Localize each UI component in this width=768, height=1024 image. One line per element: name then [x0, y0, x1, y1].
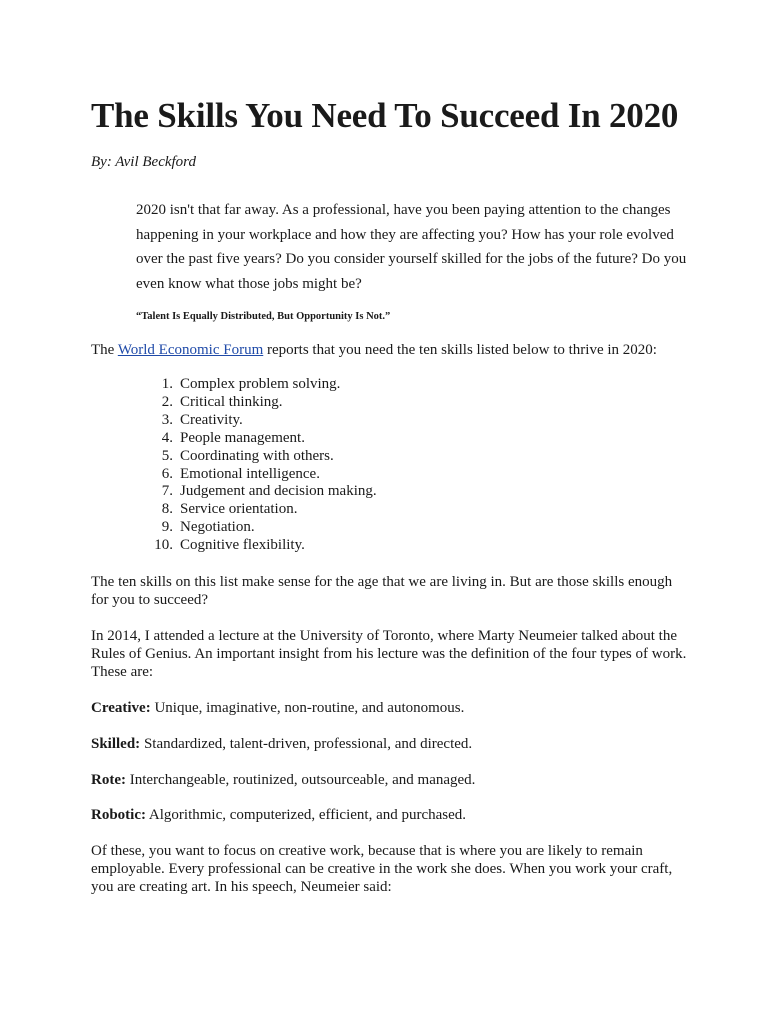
list-item [91, 376, 377, 394]
article-title: The Skills You Need To Succeed In 2020 [91, 96, 679, 135]
list-item-text: Service orientation. [180, 501, 298, 518]
list-item-text: Judgement and decision making. [180, 483, 377, 500]
list-item-number: 4. [161, 429, 173, 446]
list-item-text: Critical thinking. [180, 393, 283, 410]
list-item-text: Emotional intelligence. [180, 465, 320, 482]
work-type-skilled [91, 735, 691, 753]
work-type-creative [91, 699, 691, 717]
list-item-number: 6. [161, 465, 173, 482]
list-item [91, 537, 377, 555]
wef-prefix: The [91, 342, 118, 358]
list-item-text: Coordinating with others. [180, 447, 334, 464]
intro-paragraph: 2020 isn't that far away. As a professional, have you been paying attention to the changes happening in your workplace and how they are affecting you? How has your role evolved over the past five years? Do you consider yourself skilled for the jobs of the future? Do you even know what those jobs might be? [136, 202, 687, 292]
closing-paragraph: Of these, you want to focus on creative work, because that is where you are likely to remain employable. Every professional can be creative in the work she does. When you work your craft, you are creating art. In his speech, Neumeier said: [91, 843, 673, 895]
pull-quote: “Talent Is Equally Distributed, But Opportunity Is Not.” [136, 311, 391, 322]
list-item [91, 430, 377, 448]
list-item-text: Complex problem solving. [180, 376, 341, 392]
list-item-number: 2. [161, 393, 173, 410]
list-item [91, 466, 377, 484]
work-type-term: Skilled: [91, 736, 141, 752]
list-item-text: Creativity. [180, 411, 243, 428]
list-item [91, 483, 377, 501]
list-item-number: 8. [161, 501, 173, 518]
skills-list [91, 376, 377, 555]
list-item-number: 5. [161, 447, 173, 464]
list-item-text: Cognitive flexibility. [180, 537, 305, 554]
work-type-rote [91, 771, 691, 789]
work-type-description: Interchangeable, routinized, outsourceable, and managed. [125, 772, 476, 788]
list-item [91, 394, 377, 412]
wef-paragraph [91, 341, 691, 359]
lecture-paragraph: In 2014, I attended a lecture at the University of Toronto, where Marty Neumeier talked about the Rules of Genius. An important insight from his lecture was the definition of the four types of work. These are: [91, 628, 687, 680]
byline: By: Avil Beckford [91, 154, 196, 170]
wef-suffix: reports that you need the ten skills listed below to thrive in 2020: [263, 342, 657, 358]
list-item [91, 519, 377, 537]
work-type-robotic [91, 806, 691, 824]
list-item-number: 10. [154, 537, 173, 554]
list-item-text: Negotiation. [180, 519, 255, 536]
list-item [91, 448, 377, 466]
list-item [91, 412, 377, 430]
list-item-number: 9. [161, 519, 173, 536]
work-type-description: Unique, imaginative, non-routine, and autonomous. [150, 700, 465, 716]
work-type-description: Standardized, talent-driven, professional, and directed. [140, 736, 473, 752]
world-economic-forum-link[interactable]: World Economic Forum [117, 342, 264, 358]
work-type-term: Creative: [91, 700, 151, 716]
list-item-number: 7. [161, 483, 173, 500]
work-type-term: Robotic: [91, 807, 146, 823]
list-item-number: 3. [161, 411, 173, 428]
work-type-description: Algorithmic, computerized, efficient, and purchased. [146, 807, 467, 823]
list-item-number: 1. [161, 376, 173, 392]
list-item [91, 501, 377, 519]
list-item-text: People management. [180, 429, 305, 446]
work-type-term: Rote: [91, 772, 126, 788]
ten-skills-paragraph: The ten skills on this list make sense for the age that we are living in. But are those skills enough for you to succeed? [91, 574, 673, 608]
